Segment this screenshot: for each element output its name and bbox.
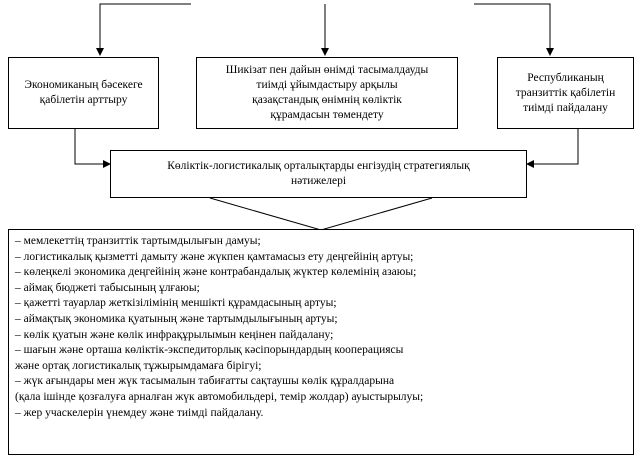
arrow-right-to-result [527,129,578,164]
arrow-left-to-result [75,129,110,164]
outcome-text: – көлеңкелі экономика деңгейінің және контрабандалық жүктер көлемінің азаюы; [15,266,417,279]
transport-cost-text-line: тиімді ұйымдастыру арқылы [256,79,398,91]
outcome-text: – қажетті тауарлар жеткізілімінің меншікті құрамдасының артуы; [15,297,337,310]
transport-cost-text-line: Шикізат пен дайын өнімді тасымалдауды [225,64,429,76]
competitiveness-text-line: Экономиканың бәсекеге [24,79,143,91]
outcome-item [15,234,627,250]
outcome-text: – аймақтық экономика қуатының және тартымдылығының артуы; [15,312,338,325]
outcome-text: – көлік қуатын және көлік инфрақұрылымын кеңінен пайдалану; [15,328,334,341]
outcome-text: – аймақ бюджеті табысының ұлғаюы; [15,281,200,294]
outcome-text: – мемлекеттің транзиттік тартымдылығын дамуы; [15,235,261,247]
outcome-text: – жүк ағындары мен жүк тасымалын табиғатты сақтаушы көлік құралдарына [15,375,395,388]
outcomes-list [15,234,627,421]
transit-capacity-text-line: транзиттік қабілетін [515,86,616,99]
outcome-item [15,250,627,266]
outcome-text: – логистикалық қызметті дамыту және жүкпен қамтамасыз ету деңгейінің артуы; [15,250,414,263]
transit-capacity-box [497,57,634,129]
outcome-text-continuation: және ортақ логистикалық тұжырымдамаға бірігуі; [15,359,262,372]
transit-capacity-text-line: тиімді пайдалану [523,101,608,114]
outcome-item [15,312,627,328]
strategic-results-text-line: нәтижелері [290,175,347,187]
strategic-results-box [110,150,527,198]
strategic-results-text-line: Көліктік-логистикалық орталықтарды енгізудің стратегиялық [167,160,470,172]
outcome-text: – жер учаскелерін үнемдеу және тиімді пайдалану. [15,406,264,419]
outcome-item [15,343,627,374]
transport-cost-text-line: құрамдасын төмендету [270,109,384,121]
transport-cost-box [196,57,458,129]
arrow-to-right-box [474,4,550,55]
outcomes-list-box [8,229,634,455]
arrow-to-left-box [100,4,191,55]
outcome-item [15,296,627,312]
competitiveness-text-line: қабілетін арттыру [39,94,128,106]
outcome-item [15,265,627,281]
transit-capacity-text-line: Республиканың [527,71,604,84]
outcome-text-continuation: (қала ішінде қозғалуға арналған жүк автомобильдері, темір жолдар) ауыстырылуы; [15,390,424,403]
transport-cost-text-line: қазақстандық өнімнің көліктік [252,94,402,106]
outcome-item [15,374,627,405]
outcome-item [15,281,627,297]
outcome-item [15,406,627,422]
outcome-text: – шағын және орташа көліктік-экспедиторлық кәсіпорындардың кооперациясы [15,344,404,357]
funnel-shape [210,198,432,230]
outcome-item [15,328,627,344]
competitiveness-box [8,57,159,129]
